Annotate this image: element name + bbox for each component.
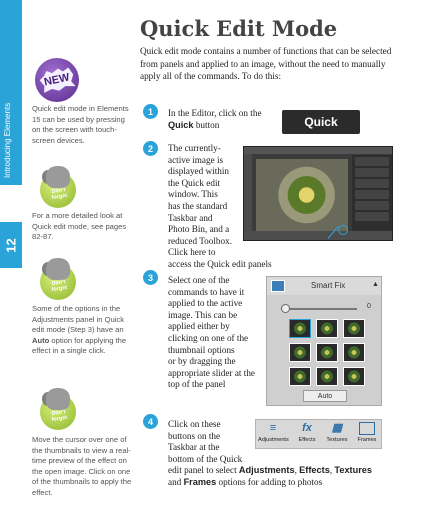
- editor-taskbar: [244, 231, 392, 240]
- tip-text-3: Some of the options in the Adjustments panel in Quick edit mode (Step 3) have an Auto option for applying the effect in a single click.: [32, 304, 127, 356]
- step-3-text: Select one of the commands to have it applied to the active image. This can be applied either by clicking on one of the thumbnail options or by dragging the appropriate slider at the top of the panel: [168, 275, 255, 390]
- frames-icon: [359, 422, 375, 435]
- smart-fix-thumbnail[interactable]: [289, 319, 311, 338]
- quick-taskbar-screenshot: [255, 419, 382, 449]
- tip-bold-auto: Auto: [32, 335, 50, 345]
- quick-button[interactable]: Quick: [282, 110, 360, 134]
- elephant-icon: [46, 388, 70, 410]
- auto-button[interactable]: Auto: [303, 390, 347, 402]
- adjustments-label: Adjustments: [258, 437, 289, 443]
- step-4-badge: 4: [143, 414, 158, 429]
- step-1-text: In the Editor, click on the Quick button: [168, 108, 262, 130]
- smart-fix-thumbnail[interactable]: [316, 343, 338, 362]
- new-badge-icon: [35, 58, 79, 102]
- editor-screenshot: [243, 146, 393, 241]
- page-number: 12: [3, 237, 19, 253]
- step-1-badge: 1: [143, 104, 158, 119]
- smart-fix-thumbnail[interactable]: [289, 367, 311, 386]
- adjustments-icon: ≡: [269, 422, 277, 434]
- chapter-title: Introducing Elements: [3, 102, 12, 178]
- editor-panel: [352, 155, 392, 233]
- effects-label: Effects: [298, 437, 316, 443]
- textures-button[interactable]: [322, 422, 352, 448]
- dont-forget-badge-icon: [38, 166, 78, 208]
- effects-button[interactable]: [292, 422, 322, 448]
- badge-text: Don't forget: [51, 409, 68, 424]
- smart-fix-slider-knob[interactable]: [281, 304, 290, 313]
- page-number-box: [0, 222, 22, 268]
- smart-fix-thumbnail[interactable]: [343, 319, 365, 338]
- smart-fix-header[interactable]: [267, 277, 381, 295]
- smart-fix-slider-value: 0: [367, 303, 371, 310]
- intro-paragraph: Quick edit mode contains a number of functions that can be selected from panels and applied to an image, without the need to manually apply all of the commands. To do this:: [140, 46, 392, 81]
- smart-fix-thumbnail-grid: [289, 319, 365, 386]
- elephant-icon: [46, 166, 70, 188]
- tip-text-2: For a more detailed look at Quick edit mode, see pages 82-87.: [32, 211, 127, 242]
- elephant-icon: [46, 258, 70, 280]
- collapse-arrow-icon[interactable]: ▲: [372, 281, 379, 288]
- editor-menubar: [244, 147, 392, 154]
- frames-label: Frames: [357, 437, 377, 443]
- badge-text: Don't forget: [51, 187, 68, 202]
- smart-fix-panel: [266, 276, 382, 406]
- step-4-text: Click on these buttons on the Taskbar at the bottom of the Quick edit panel to select Adjustments, Effects, Textures and Frames options for adding to photos: [168, 419, 373, 487]
- chapter-strip: [0, 0, 22, 185]
- smart-fix-icon: [271, 280, 285, 292]
- adjustments-button[interactable]: [258, 422, 288, 448]
- callout-ring: [338, 225, 348, 235]
- smart-fix-thumbnail[interactable]: [316, 367, 338, 386]
- textures-label: Textures: [326, 437, 348, 443]
- fx-icon: fx: [302, 422, 312, 434]
- new-badge-label: NEW: [43, 71, 71, 89]
- smart-fix-thumbnail[interactable]: [343, 367, 365, 386]
- step-2-text: The currently- active image is displayed within the Quick edit window. This has the standard Taskbar and Photo Bin, and a reduced Toolbox. Click here to access the Quick edit panels: [168, 143, 272, 269]
- editor-toolbox: [244, 154, 252, 232]
- step-3-badge: 3: [143, 270, 158, 285]
- dont-forget-badge-icon: [38, 258, 78, 300]
- chapter-side-tab: [0, 0, 22, 519]
- page-title: Quick Edit Mode: [140, 16, 338, 41]
- editor-photo: [256, 159, 348, 231]
- smart-fix-title: Smart Fix: [311, 281, 346, 290]
- smart-fix-thumbnail[interactable]: [289, 343, 311, 362]
- frames-button[interactable]: [352, 422, 382, 448]
- step-1-bold-quick: Quick: [168, 119, 194, 130]
- tip-text-1: Quick edit mode in Elements 15 can be used by pressing on the screen with touch-screen devices.: [32, 104, 129, 145]
- smart-fix-slider-track[interactable]: [281, 308, 357, 310]
- tip-text-4: Move the cursor over one of the thumbnails to view a real-time preview of the effect on the open image. Click on one of the thumbnails to apply the effect.: [32, 435, 132, 497]
- dont-forget-badge-icon: [38, 388, 78, 430]
- badge-text: Don't forget: [51, 279, 68, 294]
- step-2-badge: 2: [143, 141, 158, 156]
- smart-fix-thumbnail[interactable]: [316, 319, 338, 338]
- textures-icon: ▦: [331, 422, 343, 434]
- smart-fix-thumbnail[interactable]: [343, 343, 365, 362]
